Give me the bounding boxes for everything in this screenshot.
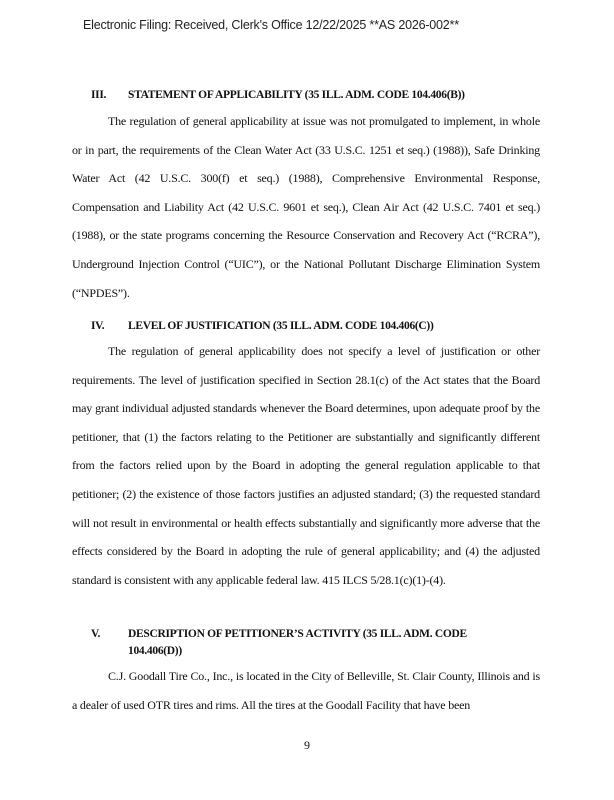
section-number: IV. xyxy=(91,320,105,332)
paragraph: The regulation of general applicability at issue was not promulgated to implement, in whole or in part, the requirements of the Clean Water Act (33 U.S.C. 1251 et seq.) (1988)), Safe Drinking Water Act (42 U.S.C. 300(f) et seq.) (1988), Comprehensive Environmental Response, Compensation and Liability Act (42 U.S.C. 9601 et seq.), Clean Air Act (42 U.S.C. 7401 et seq.) (1988), or the state programs concerning the Resource Conservation and Recovery Act (“RCRA”), Underground Injection Control (“UIC”), or the National Pollutant Discharge Elimination System (“NPDES”). xyxy=(72,114,540,300)
section-title-line-2: 104.406(D)) xyxy=(128,645,182,657)
page-number: 9 xyxy=(304,738,310,752)
paragraph: The regulation of general applicability does not specify a level of justification or other requirements. The level of justification specified in Section 28.1(c) of the Act states that the Board may grant individual adjusted standards whenever the Board determines, upon adequate proof by the petitioner, that (1) the factors relating to the Petitioner are substantially and significantly different from the factors relied upon by the Board in adopting the general regulation applicable to that petitioner; (2) the existence of those factors justifies an adjusted standard; (3) the requested standard will not result in environmental or health effects substantially and significantly more adverse that the effects considered by the Board in adopting the rule of general applicability; and (4) the adjusted standard is consistent with any applicable federal law. 415 ILCS 5/28.1(c)(1)-(4). xyxy=(72,344,540,587)
section-v-body xyxy=(72,662,540,719)
section-title: LEVEL OF JUSTIFICATION (35 ILL. ADM. CODE 104.406(C)) xyxy=(128,320,434,332)
filing-stamp-header: Electronic Filing: Received, Clerk's Office 12/22/2025 **AS 2026-002** xyxy=(83,18,459,32)
section-number: V. xyxy=(91,628,101,640)
section-title-line-1: DESCRIPTION OF PETITIONER’S ACTIVITY (35 ILL. ADM. CODE xyxy=(128,628,467,640)
section-number: III. xyxy=(91,89,107,101)
section-title: STATEMENT OF APPLICABILITY (35 ILL. ADM. CODE 104.406(B)) xyxy=(128,89,465,101)
paragraph: C.J. Goodall Tire Co., Inc., is located in the City of Belleville, St. Clair County, Illinois and is a dealer of used OTR tires and rims. All the tires at the Goodall Facility that have been xyxy=(72,669,540,712)
section-iv-body xyxy=(72,337,540,594)
section-iii-body xyxy=(72,107,540,307)
